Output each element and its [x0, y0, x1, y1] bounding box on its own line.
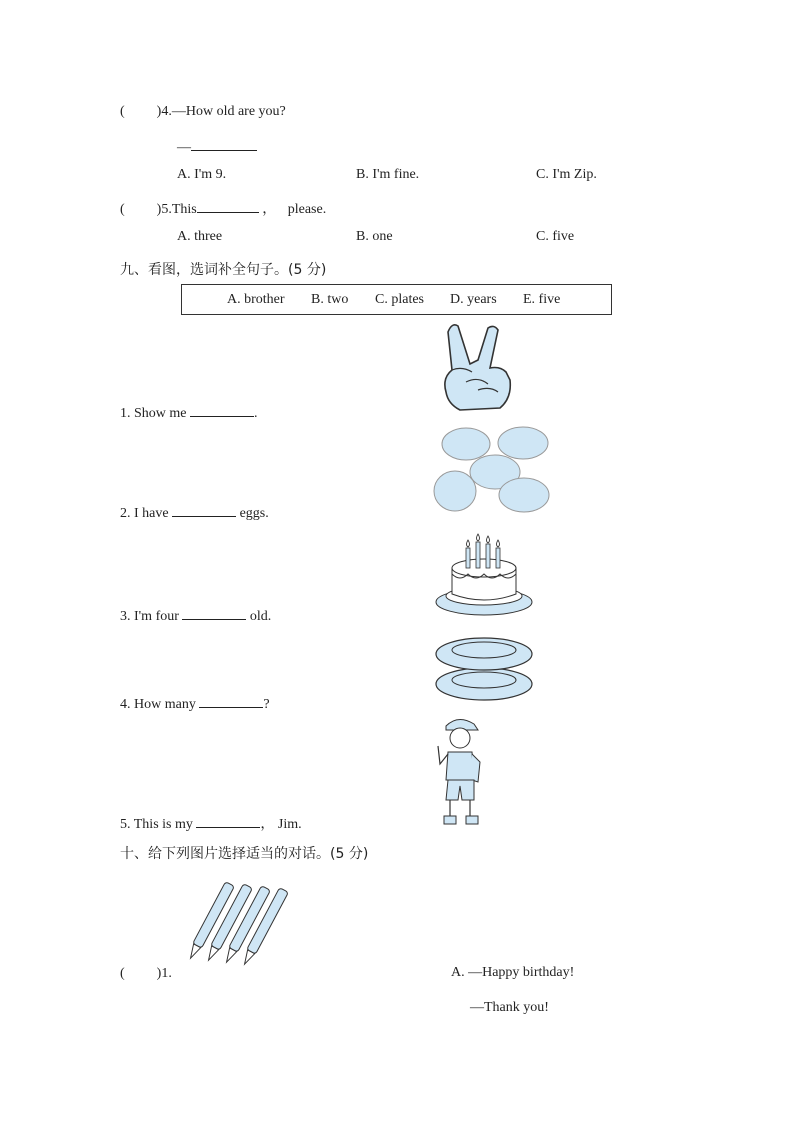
- question-5: ( )5.This ， please.: [120, 198, 326, 218]
- sentence-4: 4. How many ?: [120, 693, 270, 713]
- question-stem: —How old are you?: [171, 104, 286, 119]
- sentence-5: 5. This is my ， Jim.: [120, 813, 302, 833]
- plates-icon: [434, 636, 534, 704]
- option-c: C. five: [536, 229, 575, 244]
- option-a: A. three: [177, 229, 223, 244]
- boy-jim-icon: [434, 716, 488, 828]
- sentence-3: 3. I'm four old.: [120, 605, 271, 625]
- section-10-question-1: ( )1.: [120, 966, 172, 981]
- paren-close: ): [156, 104, 162, 119]
- birthday-cake-icon: [434, 530, 536, 618]
- sentence-1: 1. Show me .: [120, 402, 258, 422]
- word-option: C. plates: [375, 292, 424, 307]
- word-option: E. five: [523, 292, 561, 307]
- word-option: A. brother: [227, 292, 285, 307]
- hand-two-fingers-icon: [438, 320, 518, 412]
- word-bank: [181, 284, 612, 315]
- answer-line: —: [177, 136, 257, 156]
- sentence-2: 2. I have eggs.: [120, 502, 269, 522]
- paren-open: (: [120, 104, 125, 119]
- question-4: [120, 104, 286, 120]
- five-eggs-icon: [430, 424, 552, 516]
- section-9-title: 九、看图，选词补全句子。(5 分): [120, 262, 327, 278]
- answer-blank[interactable]: [191, 136, 257, 151]
- word-option: D. years: [450, 292, 497, 307]
- four-pens-icon: [186, 880, 294, 978]
- dialogue-option-a-line-2: —Thank you!: [470, 1000, 549, 1015]
- section-10-title: 十、给下列图片选择适当的对话。(5 分): [120, 846, 369, 862]
- option-a: A. I'm 9.: [177, 167, 227, 182]
- answer-blank[interactable]: [199, 693, 263, 708]
- option-b: B. I'm fine.: [356, 167, 420, 182]
- option-b: B. one: [356, 229, 393, 244]
- word-option: B. two: [311, 292, 349, 307]
- answer-blank[interactable]: [172, 502, 236, 517]
- answer-blank[interactable]: [190, 402, 254, 417]
- answer-blank[interactable]: [196, 813, 260, 828]
- option-c: C. I'm Zip.: [536, 167, 597, 182]
- question-number: 4.: [161, 104, 172, 119]
- dialogue-option-a-line-1: A. —Happy birthday!: [451, 965, 575, 980]
- answer-blank[interactable]: [182, 605, 246, 620]
- answer-blank[interactable]: [197, 198, 259, 213]
